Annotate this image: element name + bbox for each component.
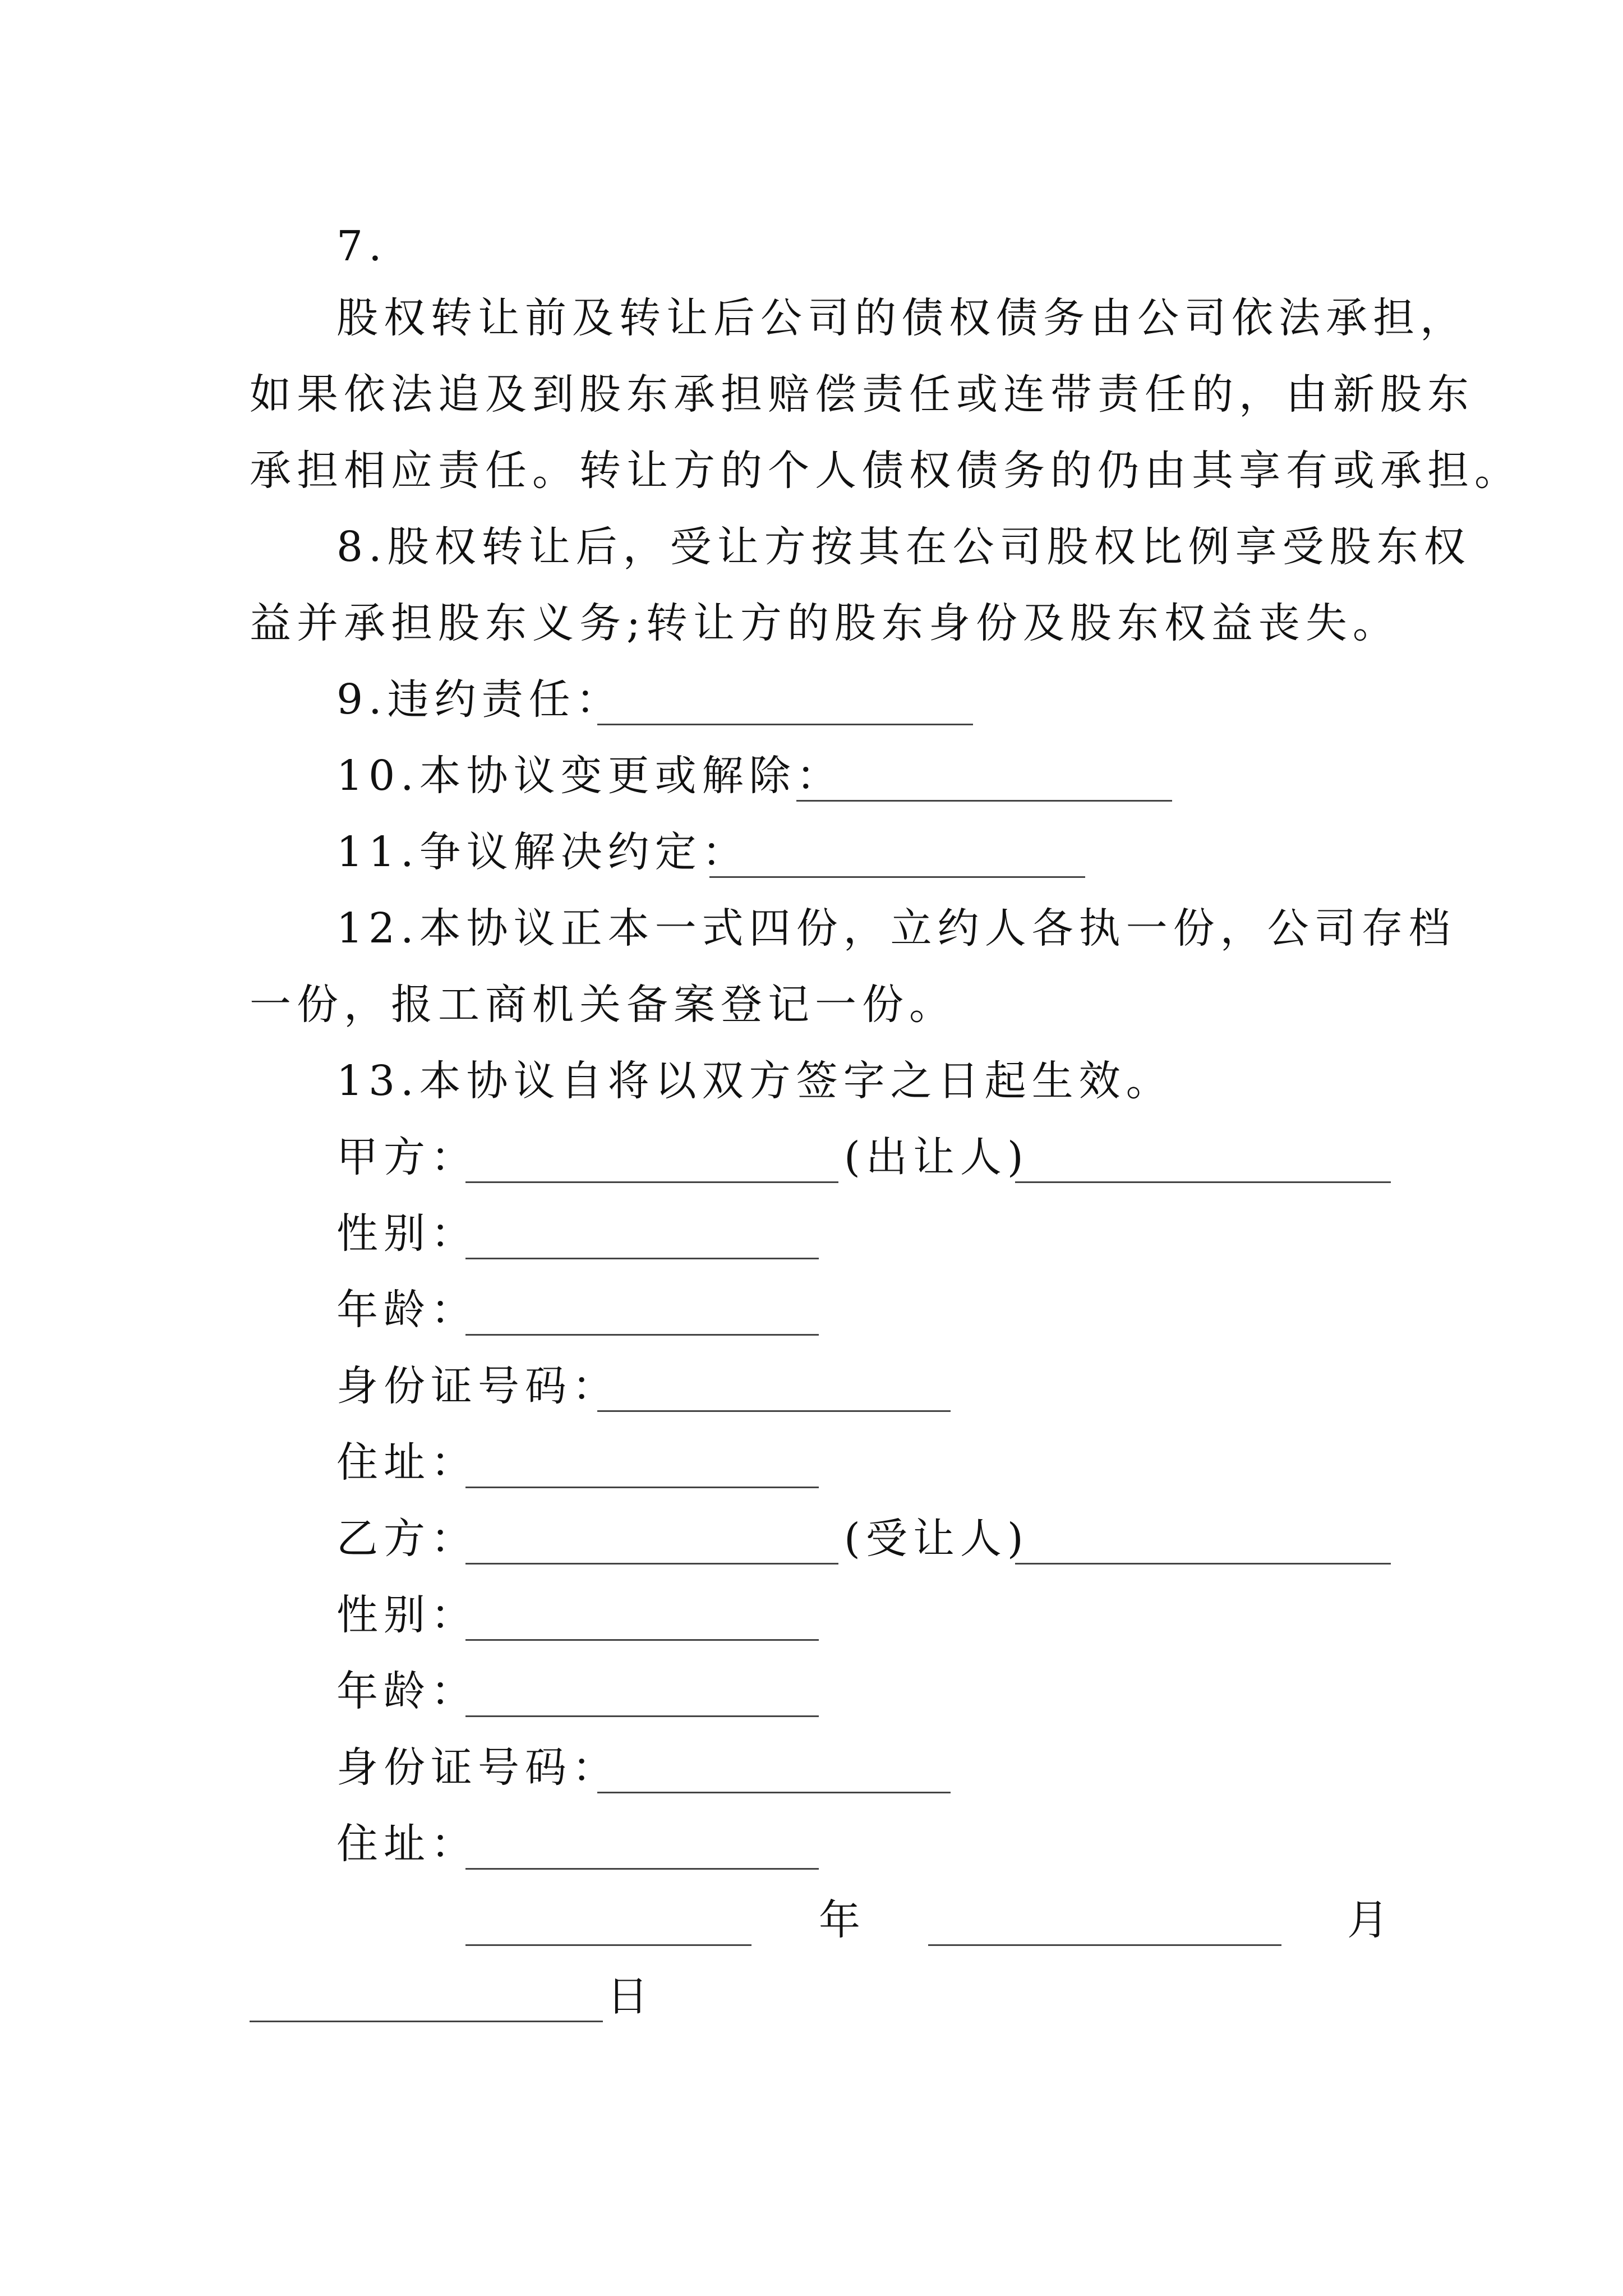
breach-liability-field[interactable] [597,724,973,725]
party-b-age-field[interactable] [465,1715,819,1717]
party-b-address-field[interactable] [465,1868,819,1870]
clause-8-line-2: 益并承担股东义务;转让方的股东身份及股东权益丧失。 [250,599,1400,647]
party-b-age-label: 年龄： [336,1667,478,1715]
party-a-role: (出让人) [844,1133,1029,1181]
party-b-extra-field[interactable] [1015,1563,1391,1565]
party-a-age-field[interactable] [465,1334,819,1336]
party-b-name-field[interactable] [465,1563,838,1565]
date-year-label: 年 [819,1896,866,1944]
party-a-gender-field[interactable] [465,1258,819,1259]
party-b-role: (受让人) [844,1515,1029,1563]
clause-12-line-1: 12.本协议正本一式四份，立约人各执一份，公司存档 [336,904,1456,953]
party-b-id-label: 身份证号码： [336,1743,619,1792]
party-a-label: 甲方： [336,1133,478,1181]
clause-7-line-3: 承担相应责任。转让方的个人债权债务的仍由其享有或承担。 [250,447,1521,495]
party-b-id-field[interactable] [597,1792,951,1793]
date-month-label: 月 [1347,1896,1394,1944]
party-a-gender-label: 性别： [336,1209,478,1258]
party-b-gender-field[interactable] [465,1639,819,1641]
party-b-label: 乙方： [336,1515,478,1563]
party-a-name-field[interactable] [465,1181,838,1183]
clause-9-label: 9.违约责任： [336,675,623,724]
party-a-age-label: 年龄： [336,1286,478,1334]
amendment-field[interactable] [796,800,1172,802]
party-a-id-field[interactable] [597,1410,951,1412]
clause-7-line-2: 如果依法追及到股东承担赔偿责任或连带责任的，由新股东 [250,370,1474,418]
date-year-field[interactable] [465,1944,751,1946]
clause-7-number: 7. [336,222,388,270]
clause-12-line-2: 一份，报工商机关备案登记一份。 [250,981,956,1029]
party-b-address-label: 住址： [336,1820,478,1868]
date-day-field[interactable] [250,2021,603,2022]
party-a-extra-field[interactable] [1015,1181,1391,1183]
date-month-field[interactable] [928,1944,1281,1946]
party-a-id-label: 身份证号码： [336,1362,619,1410]
dispute-resolution-field[interactable] [709,876,1085,878]
clause-10-label: 10.本协议变更或解除： [336,752,843,800]
party-b-gender-label: 性别： [336,1591,478,1639]
clause-8-line-1: 8.股权转让后，受让方按其在公司股权比例享受股东权 [336,523,1471,571]
date-day-label: 日 [607,1972,654,2021]
clause-13-line: 13.本协议自将以双方签字之日起生效。 [336,1057,1173,1105]
party-a-address-field[interactable] [465,1487,819,1488]
party-a-address-label: 住址： [336,1438,478,1487]
clause-11-label: 11.争议解决约定： [336,828,749,876]
clause-7-line-1: 股权转让前及转让后公司的债权债务由公司依法承担， [336,294,1467,342]
